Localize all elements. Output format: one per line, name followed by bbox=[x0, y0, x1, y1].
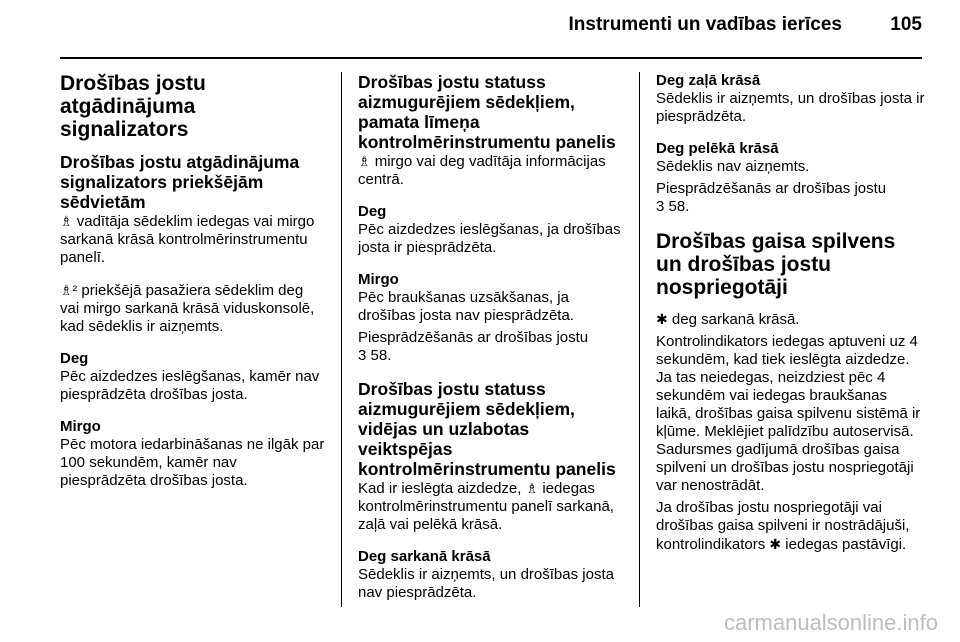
paragraph: ♗ mirgo vai deg vadītāja informācijas centrā. bbox=[358, 153, 606, 188]
paragraph: Kad ir ieslēgta aizdedze, ♗ iedegas kontrolmērinstrumentu panelī sarkanā, zaļā vai pelēkā krāsā. bbox=[358, 480, 614, 533]
page-reference[interactable]: 58. bbox=[370, 347, 392, 364]
label-heading: Deg pelēkā krāsā bbox=[656, 140, 779, 157]
column-divider bbox=[639, 72, 640, 607]
column-divider bbox=[341, 72, 342, 607]
column-3 bbox=[656, 72, 926, 568]
paragraph: Piesprādzēšanās ar drošības jostu 3 58. bbox=[358, 329, 589, 364]
page-reference[interactable]: 58. bbox=[668, 198, 690, 215]
section-heading: Drošības gaisa spilvens un drošības jostu nospriegotāji bbox=[656, 230, 896, 299]
column-2 bbox=[358, 72, 628, 616]
paragraph: Pēc motora iedarbināšanas ne ilgāk par 100 sekundēm, kamēr nav piesprādzēta drošības josta. bbox=[60, 436, 325, 489]
label-heading: Deg bbox=[358, 203, 387, 220]
paragraph: ♗ vadītāja sēdeklim iedegas vai mirgo sarkanā krāsā kontrolmērinstrumentu panelī. bbox=[60, 213, 315, 266]
subsection-heading: Drošības jostu statuss aizmugurējiem sēdekļiem, vidējas un uzlabotas veiktspējas kontrolmērinstrumentu panelis bbox=[358, 379, 616, 479]
section-heading: Drošības jostu atgādinājuma signalizators bbox=[60, 72, 206, 141]
paragraph: Ja drošības jostu nospriegotāji vai drošības gaisa spilveni ir nostrādājuši, kontrolindikators ✱ iedegas pastāvīgi. bbox=[656, 499, 910, 553]
label-heading: Deg zaļā krāsā bbox=[656, 72, 761, 89]
seatbelt-icon: ♗ bbox=[358, 153, 371, 169]
page-number: 105 bbox=[890, 14, 922, 35]
paragraph: Sēdeklis ir aizņemts, un drošības josta ir piesprādzēta. bbox=[656, 90, 925, 125]
paragraph: Sēdeklis nav aizņemts. bbox=[656, 158, 810, 175]
label-heading: Deg bbox=[60, 350, 89, 367]
header-title: Instrumenti un vadības ierīces bbox=[568, 14, 842, 35]
paragraph: Pēc aizdedzes ieslēgšanas, kamēr nav piesprādzēta drošības josta. bbox=[60, 368, 320, 403]
paragraph: Sēdeklis ir aizņemts, un drošības josta nav piesprādzēta. bbox=[358, 566, 614, 601]
label-heading: Mirgo bbox=[358, 271, 399, 288]
airbag-icon: ✱ bbox=[656, 311, 668, 327]
airbag-icon: ✱ bbox=[769, 536, 782, 552]
label-heading: Mirgo bbox=[60, 418, 101, 435]
subsection-heading: Drošības jostu statuss aizmugurējiem sēdekļiem, pamata līmeņa kontrolmērinstrumentu panelis bbox=[358, 72, 616, 152]
seatbelt-passenger-icon: ♗² bbox=[60, 282, 78, 298]
header-rule bbox=[60, 57, 922, 59]
page-header bbox=[60, 0, 922, 58]
paragraph: Piesprādzēšanās ar drošības jostu 3 58. bbox=[656, 180, 887, 215]
reference-arrow-icon: 3 bbox=[358, 347, 367, 364]
paragraph: Pēc braukšanas uzsākšanas, ja drošības josta nav piesprādzēta. bbox=[358, 289, 574, 324]
label-heading: Deg sarkanā krāsā bbox=[358, 548, 491, 565]
paragraph: ♗² priekšējā pasažiera sēdeklim deg vai mirgo sarkanā krāsā viduskonsolē, kad sēdeklis ir aizņemts. bbox=[60, 282, 315, 335]
seatbelt-icon: ♗ bbox=[60, 213, 73, 229]
reference-arrow-icon: 3 bbox=[656, 198, 665, 215]
paragraph: Pēc aizdedzes ieslēgšanas, ja drošības josta ir piesprādzēta. bbox=[358, 221, 621, 256]
seatbelt-icon: ♗ bbox=[525, 480, 539, 496]
column-1 bbox=[60, 72, 325, 504]
watermark: carmanualsonline.info bbox=[723, 610, 938, 635]
paragraph: Kontrolindikators iedegas aptuveni uz 4 sekundēm, kad tiek ieslēgta aizdedze. Ja tas neiedegas, neizdziest pēc 4 sekundēm vai iedegas braukšanas laikā, drošības gaisa spilvenu sistēmā ir kļūme. Meklējiet palīdzību autoservisā. Sadursmes gadījumā drošības gaisa spilveni un drošības jostu nospriegotāji var nenostrādāt. bbox=[656, 333, 921, 494]
paragraph: ✱ deg sarkanā krāsā. bbox=[656, 311, 800, 328]
subsection-heading: Drošības jostu atgādinājuma signalizators priekšējām sēdvietām bbox=[60, 152, 300, 212]
